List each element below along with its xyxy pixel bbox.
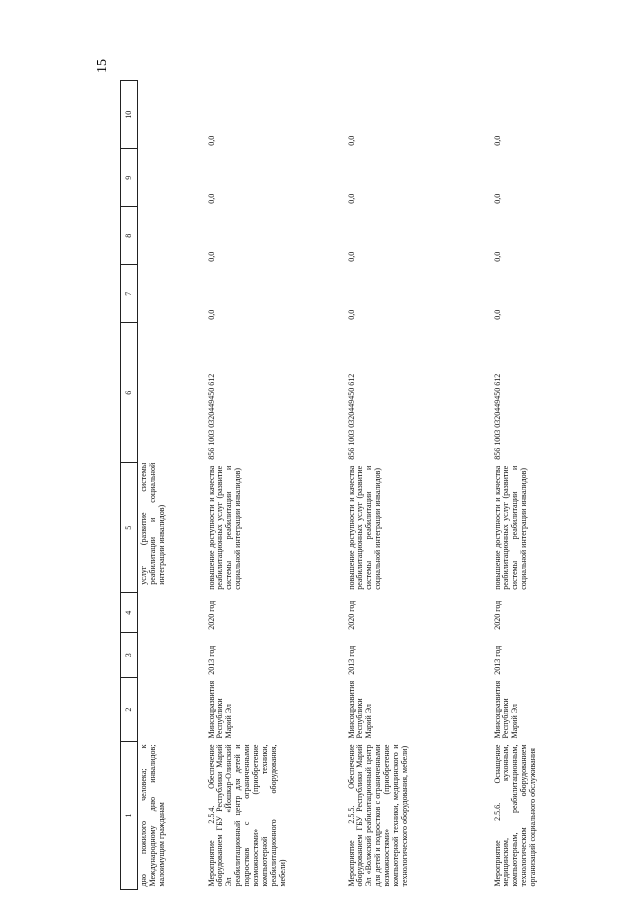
- result-cell: услуг (развитие системы реабилитации и социальной интеграции инвалидов): [139, 462, 166, 585]
- value-cell: [138, 81, 206, 149]
- header-cell: 3: [121, 633, 138, 678]
- value-cell: 0,0: [346, 251, 356, 262]
- value-cell: [138, 207, 206, 265]
- executor-cell: Минсоцразвития Республики Марий Эл: [492, 680, 520, 739]
- value-cell: 0,0: [346, 309, 356, 320]
- value-cell: 0,0: [206, 193, 216, 204]
- table-row: [492, 81, 612, 890]
- executor-cell: Минсоцразвития Республики Марий Эл: [346, 680, 374, 739]
- start-year-cell: 2013 год: [492, 645, 502, 675]
- table-row: [206, 81, 346, 890]
- value-cell: [138, 149, 206, 207]
- activity-cell: дно пожилого человека; к Международному дню инвалидов; малоимущим гражданам: [139, 744, 166, 887]
- value-cell: 0,0: [492, 193, 502, 204]
- header-cell: 7: [121, 265, 138, 323]
- result-cell: повышение доступности и качества реабилитационных услуг (развитие системы реабилитации и социальной интеграции инвалидов): [346, 465, 383, 590]
- activity-cell: Мероприятие 2.5.5. Обеспечение оборудованием ГБУ Республики Марий Эл «Волжский реабилитационный центр для детей и подростков с ограниченными возможностями» (приобретение компьютерной техники, медицинского и технологического оборудования, мебели): [346, 744, 410, 887]
- header-cell: 5: [121, 463, 138, 593]
- header-cell: 10: [121, 81, 138, 149]
- budget-code-cell: 856 1003 0320449450 612: [206, 373, 216, 460]
- end-year-cell: 2020 год: [206, 600, 216, 630]
- value-cell: 0,0: [346, 193, 356, 204]
- header-cell: 2: [121, 678, 138, 742]
- header-cell: 4: [121, 593, 138, 633]
- end-year-cell: [138, 593, 206, 633]
- value-cell: 0,0: [492, 251, 502, 262]
- value-cell: 0,0: [492, 135, 502, 146]
- start-year-cell: 2013 год: [346, 645, 356, 675]
- budget-code-cell: 856 1003 0320449450 612: [346, 373, 356, 460]
- table-row: [138, 81, 206, 890]
- activity-cell: Мероприятие 2.5.6. Оснащение медицинским, кухонным, компьютерным, реабилитационным, технологическим оборудованием организаций социального обслуживания: [492, 744, 538, 887]
- start-year-cell: [138, 633, 206, 678]
- end-year-cell: 2020 год: [492, 600, 502, 630]
- header-cell: 9: [121, 149, 138, 207]
- value-cell: 0,0: [206, 309, 216, 320]
- value-cell: 0,0: [206, 251, 216, 262]
- start-year-cell: 2013 год: [206, 645, 216, 675]
- program-table: [120, 80, 612, 890]
- header-cell: 8: [121, 207, 138, 265]
- table-row: [346, 81, 492, 890]
- value-cell: [138, 265, 206, 323]
- value-cell: 0,0: [346, 135, 356, 146]
- page-number: 15: [95, 59, 110, 73]
- value-cell: 0,0: [206, 135, 216, 146]
- end-year-cell: 2020 год: [346, 600, 356, 630]
- budget-code-cell: 856 1003 0320449450 612: [492, 373, 502, 460]
- result-cell: повышение доступности и качества реабилитационных услуг (развитие системы реабилитации и социальной интеграции инвалидов): [492, 465, 529, 590]
- header-cell: 6: [121, 323, 138, 463]
- header-cell: 1: [121, 742, 138, 890]
- table-body: [121, 81, 612, 890]
- result-cell: повышение доступности и качества реабилитационных услуг (развитие системы реабилитации и социальной интеграции инвалидов): [206, 465, 243, 590]
- executor-cell: Минсоцразвития Республики Марий Эл: [206, 680, 234, 739]
- executor-cell: [138, 678, 206, 742]
- header-row: [121, 81, 138, 890]
- budget-code-cell: [138, 323, 206, 463]
- activity-cell: Мероприятие 2.5.4. Обеспечение оборудованием ГБУ Республики Марий Эл «Йошкар-Олинский реабилитационный центр для детей и подростков с ограниченными возможностями» (приобретение компьютерной техники, реабилитационного оборудования, мебели): [206, 744, 288, 887]
- value-cell: 0,0: [492, 309, 502, 320]
